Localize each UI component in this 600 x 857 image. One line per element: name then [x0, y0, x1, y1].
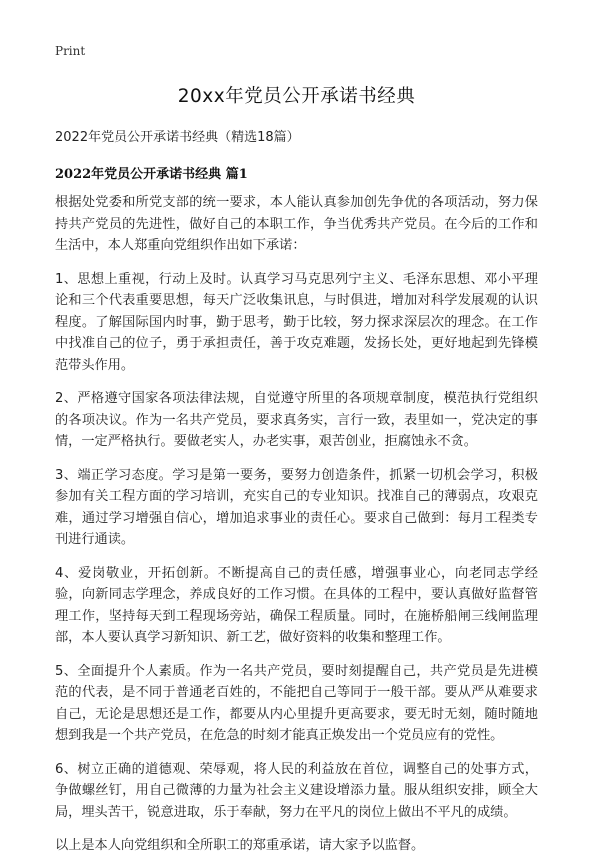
paragraph-6: 6、树立正确的道德观、荣辱观，将人民的利益放在首位，调整自己的处事方式，争做螺丝钉，用自己微薄的力量为社会主义建设增添力量。服从组织安排，顾全大局，埋头苦干，锐意进取，乐于奉献，努力在平凡的岗位上做出不平凡的成绩。: [55, 761, 538, 820]
paragraph-5: 5、全面提升个人素质。作为一名共产党员，要时刻提醒自己，共产党员是先进模范的代表，是不同于普通老百姓的，不能把自己等同于一般干部。要从严从难要求自己，无论是思想还是工作，都要从内心里提升更高要求，要无时无刻，随时随地想到我是一个共产党员，在危急的时刻才能真正焕发出一个党员应有的党性。: [55, 663, 538, 743]
paragraph-intro: 根据处党委和所党支部的统一要求，本人能认真参加创先争优的各项活动，努力保持共产党员的先进性，做好自己的本职工作，争当优秀共产党员。在今后的工作和生活中，本人郑重向党组织作出如下承诺：: [55, 195, 538, 253]
document-subtitle: 2022年党员公开承诺书经典（精选18篇）: [55, 130, 300, 145]
document-title: 20xx年党员公开承诺书经典: [177, 86, 416, 107]
paragraph-4: 4、爱岗敬业，开拓创新。不断提高自己的责任感，增强事业心，向老同志学经验，向新同志学理念，养成良好的工作习惯。在具体的工程中，要认真做好监督管理工作，坚持每天到工程现场旁站，确保工程质量。同时，在施桥船闸三线闸监理部，本人要认真学习新知识、新工艺，做好资料的收集和整理工作。: [55, 565, 538, 645]
section-heading: 2022年党员公开承诺书经典 篇1: [55, 167, 248, 182]
paragraph-closing: 以上是本人向党组织和全所职工的郑重承诺，请大家予以监督。: [55, 838, 425, 853]
paragraph-3: 3、端正学习态度。学习是第一要务，要努力创造条件，抓紧一切机会学习，积极参加有关工程方面的学习培训，充实自己的专业知识。找准自己的薄弱点，攻艰克难，通过学习增强自信心，增加追求事业的责任心。要求自己做到：每月工程类专刊进行通读。: [55, 467, 538, 547]
paragraph-1: 1、思想上重视，行动上及时。认真学习马克思列宁主义、毛泽东思想、邓小平理论和三个代表重要思想，每天广泛收集讯息，与时俱进，增加对科学发展观的认识程度。了解国际国内时事，勤于思考，勤于比较，努力探求深层次的理念。在工作中找准自己的位子，勇于承担责任，善于攻克难题，发扬长处，更好地起到先锋模范带头作用。: [55, 271, 538, 373]
paragraph-2: 2、严格遵守国家各项法律法规，自觉遵守所里的各项规章制度，模范执行党组织的各项决议。作为一名共产党员，要求真务实，言行一致，表里如一，党决定的事情，一定严格执行。要做老实人，办老实事，艰苦创业，拒腐蚀永不贪。: [55, 391, 538, 449]
print-link[interactable]: Print: [55, 44, 86, 58]
